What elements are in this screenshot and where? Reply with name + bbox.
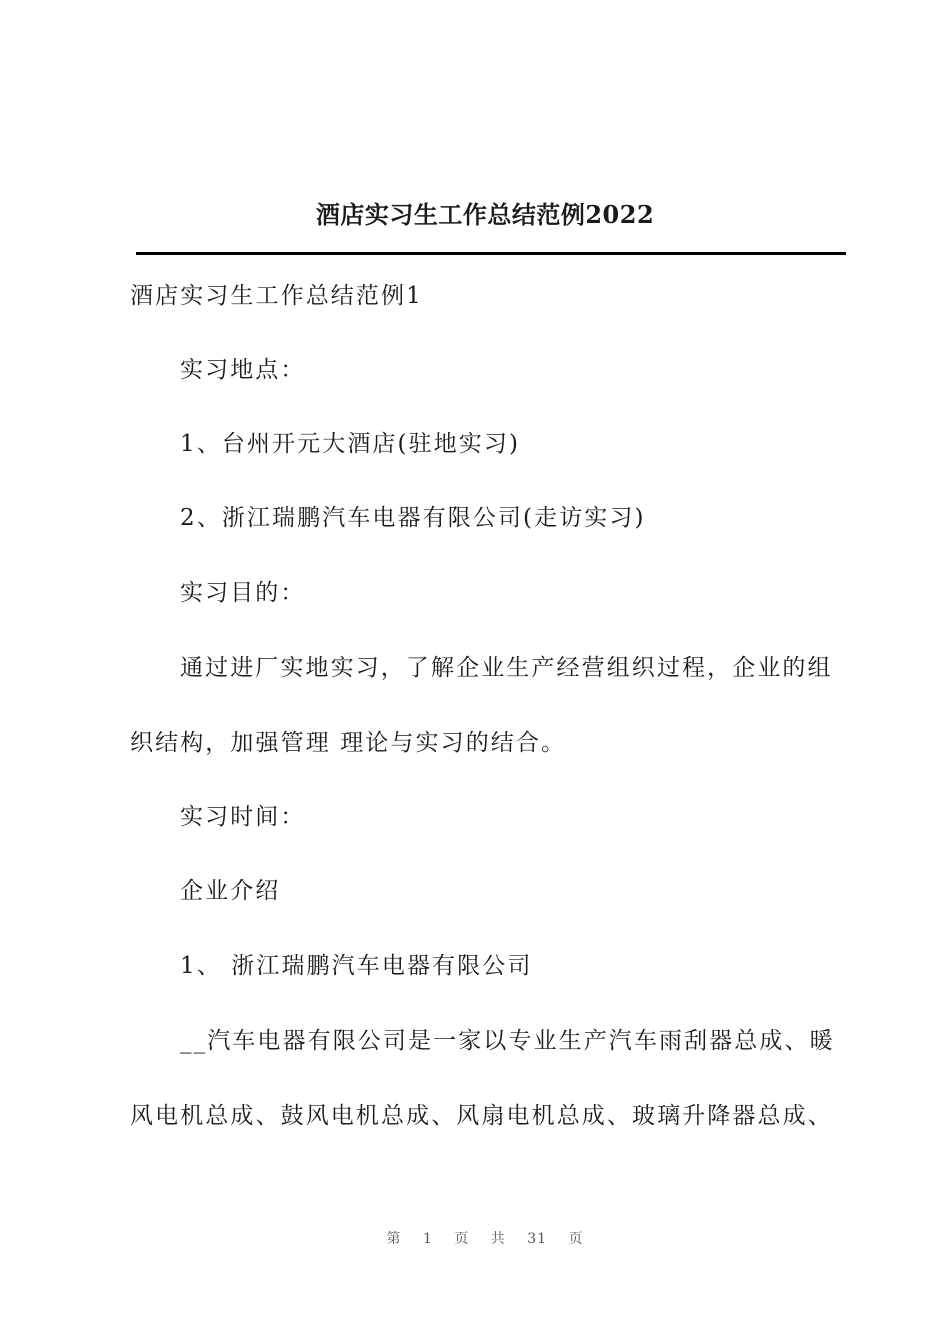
paragraph: 实习地点： (180, 357, 306, 383)
paragraph: 通过进厂实地实习，了解企业生产经营组织过程，企业的组 (180, 655, 833, 681)
footer-page-unit: 页 (454, 1231, 470, 1247)
footer-page-number: 1 (422, 1231, 433, 1247)
page-footer (0, 1228, 950, 1248)
paragraph: 企业介绍 (180, 878, 281, 904)
section-heading: 酒店实习生工作总结范例1 (130, 283, 423, 309)
paragraph: 实习目的： (180, 580, 306, 606)
paragraph: __汽车电器有限公司是一家以专业生产汽车雨刮器总成、暖 (180, 1028, 835, 1054)
document-title: 酒店实习生工作总结范例2022 (315, 200, 655, 229)
footer-total-unit: 页 (568, 1231, 584, 1247)
paragraph: 实习时间： (180, 804, 306, 830)
paragraph: 2、浙江瑞鹏汽车电器有限公司(走访实习) (180, 505, 646, 531)
paragraph: 1、 浙江瑞鹏汽车电器有限公司 (180, 953, 533, 979)
footer-total-pages: 31 (527, 1231, 548, 1247)
paragraph: 1、台州开元大酒店(驻地实习) (180, 431, 521, 457)
paragraph-continuation: 风电机总成、鼓风电机总成、风扇电机总成、玻璃升降器总成、 (130, 1103, 833, 1129)
title-underline-rule (136, 252, 846, 255)
footer-page-label: 第 (386, 1231, 402, 1247)
paragraph-continuation: 织结构，加强管理 理论与实习的结合。 (130, 730, 567, 756)
footer-total-label: 共 (490, 1231, 506, 1247)
